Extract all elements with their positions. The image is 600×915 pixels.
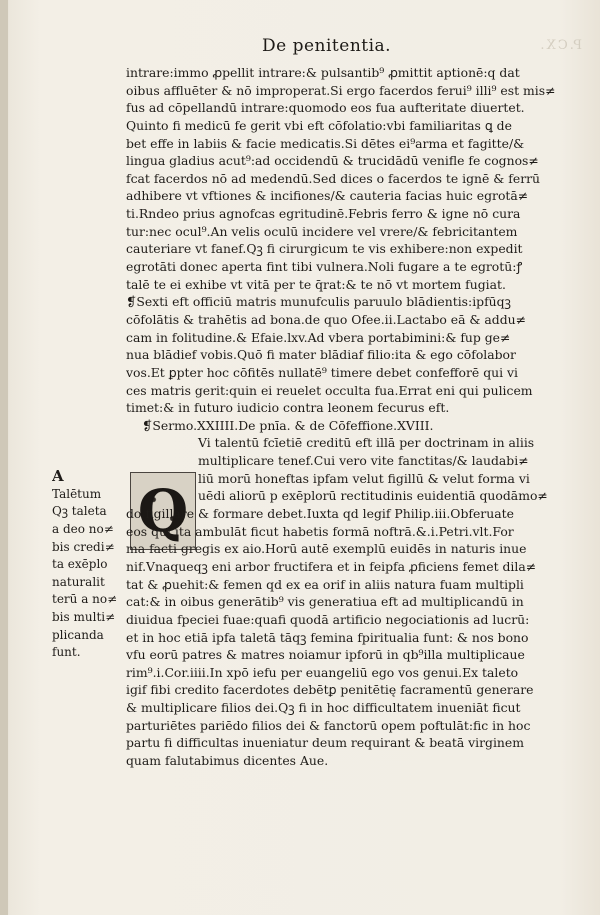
text-line: adhibere vt vftiones & incifiones/& cauteria facias huic egrotā≠ bbox=[126, 188, 529, 204]
margin-note-line: Qꝫ taleta bbox=[52, 504, 107, 519]
show-through-text: P.CX. bbox=[538, 38, 582, 53]
text-line: fcat facerdos nō ad medendū.Sed dices o facerdos te ignē & ferrū bbox=[126, 170, 541, 186]
text-line: cauteriare vt fanef.Qꝫ fi cirurgicum te vis exhibere:non expedit bbox=[126, 241, 523, 257]
text-line: oibus affluēter & nō improperat.Si ergo facerdos ferui⁹ illi⁹ est mis≠ bbox=[126, 82, 556, 98]
margin-note-line: naturalit bbox=[52, 574, 105, 589]
text-line: eos qui ita ambulāt ficut habetis formā noftrā.&.i.Petri.vlt.For bbox=[126, 523, 514, 539]
text-line: liū morū honeftas ipfam velut figillū & velut forma vi bbox=[198, 470, 530, 486]
text-line: & multiplicare filios dei.Qꝫ fi in hoc difficultatem inueniāt ficut bbox=[126, 700, 521, 716]
text-line: tat & ꝓuehit:& femen qd ex ea orif in aliis natura fuam multipli bbox=[126, 576, 524, 592]
text-line: vos.Et ꝑpter hoc cōfitēs nullatē⁹ timere debet confefforē qui vi bbox=[126, 364, 518, 380]
margin-note-line: funt. bbox=[52, 645, 81, 660]
text-line: egrotāti donec aperta fint tibi vulnera.Noli fugare a te egrotū:ꝭ bbox=[126, 259, 523, 275]
text-line: quam falutabimus dicentes Aue. bbox=[126, 752, 329, 768]
margin-note-line: bis credi≠ bbox=[52, 539, 115, 554]
text-line: diuidua fpeciei fuae:quafi quodā artificio negociationis ad lucrū: bbox=[126, 611, 530, 627]
text-line: et in hoc etiā ipfa taletā tāqꝫ femina fpiritualia funt: & nos bono bbox=[126, 629, 529, 645]
margin-note-line: plicanda bbox=[52, 627, 104, 642]
text-line: rim⁹.i.Cor.iiii.In xpō iefu per euangeliū ego vos genui.Ex taleto bbox=[126, 664, 519, 680]
sermon-heading: ❡Sermo.XXIIII.De pnīa. & de Cōfeffione.XVIII. bbox=[142, 417, 434, 433]
text-line: intrare:immo ꝓpellit intrare:& pulsantib⁹ ꝓmittit aptionē:q dat bbox=[126, 65, 520, 80]
text-line: nua blādief vobis.Quō fi mater blādiaf filio:ita & ego cōfolabor bbox=[126, 347, 516, 363]
text-line: nif.Vnaqueqꝫ eni arbor fructifera et in feipfa ꝓficiens femet dila≠ bbox=[126, 558, 537, 574]
margin-note-line: terū a no≠ bbox=[52, 592, 118, 607]
margin-note-line: bis multi≠ bbox=[52, 610, 116, 625]
text-line: talē te ei exhibe vt vitā per te q̄rat:& te nō vt mortem fugiat. bbox=[126, 276, 506, 292]
text-line: multiplicare tenef.Cui vero vite fanctitas/& laudabi≠ bbox=[198, 453, 529, 469]
text-line: cam in folitudine.& Efaie.lxv.Ad vbera portabimini:& fup ge≠ bbox=[126, 329, 511, 345]
text-line: fus ad cōpellandū intrare:quomodo eos fua aufteritate diuertet. bbox=[126, 100, 525, 116]
decorated-initial: Q bbox=[130, 472, 196, 550]
body-text bbox=[126, 64, 556, 770]
text-line: igif fibi credito facerdotes debētꝑ penitētię facramentū generare bbox=[126, 682, 534, 698]
text-line: ma facti gregis ex aio.Horū autē exemplū euidēs in naturis inue bbox=[126, 541, 527, 557]
text-line: ces matris gerit:quin ei reuelet occulta fua.Errat eni qui pulicem bbox=[126, 382, 533, 398]
text-line: vfu eorū patres & matres noiamur ipforū in qb⁹illa multiplicaue bbox=[126, 647, 525, 663]
page-gutter-edge bbox=[0, 0, 8, 915]
text-line: parturiētes pariēdo filios dei & fanctorū opem poftulāt:fic in hoc bbox=[126, 717, 531, 733]
margin-note-line: a deo no≠ bbox=[52, 521, 114, 536]
text-line: ti.Rndeo prius agnofcas egritudinē.Febris ferro & igne nō cura bbox=[126, 206, 521, 222]
text-line: bet effe in labiis & facie medicatis.Si dētes ei⁹arma et fagitte/& bbox=[126, 135, 525, 151]
margin-note bbox=[52, 468, 124, 662]
paragraph-mark-line: ❡Sexti eft officiū matris munufculis paruulo blādientis:ipfūqꝫ bbox=[126, 294, 511, 310]
text-line: partu fi difficultas inueniatur deum requirant & beatā virginem bbox=[126, 735, 524, 751]
margin-note-line: ta exēplo bbox=[52, 557, 108, 572]
text-line: cat:& in oibus generātib⁹ vis generatiua eft ad multiplicandū in bbox=[126, 594, 524, 610]
text-line: lingua gladius acut⁹:ad occidendū & trucidādū venifle fe cognos≠ bbox=[126, 153, 539, 169]
text-line: cōfolātis & trahētis ad bona.de quo Ofee.ii.Lactabo eā & addu≠ bbox=[126, 311, 527, 327]
text-line: timet:& in futuro iudicio contra leonem fecurus eft. bbox=[126, 400, 450, 416]
text-line: do figillare & formare debet.Iuxta qd legif Philip.iii.Obferuate bbox=[126, 506, 514, 522]
margin-note-line: Talētum bbox=[52, 486, 102, 501]
running-head: De penitentia. bbox=[262, 36, 392, 56]
margin-note-line: A bbox=[52, 468, 64, 485]
text-line: Vi talentū fcīetiē creditū eft illā per doctrinam in aliis bbox=[198, 435, 535, 451]
text-line: Quinto fi medicū fe gerit vbi eft cōfolatio:vbi familiaritas ꝗ de bbox=[126, 117, 512, 133]
text-line: uēdi aliorū p exēplorū rectitudinis euidentiā quodāmo≠ bbox=[198, 488, 548, 504]
text-line: tur:nec ocul⁹.An velis oculū incidere vel vrere/& febricitantem bbox=[126, 223, 518, 239]
